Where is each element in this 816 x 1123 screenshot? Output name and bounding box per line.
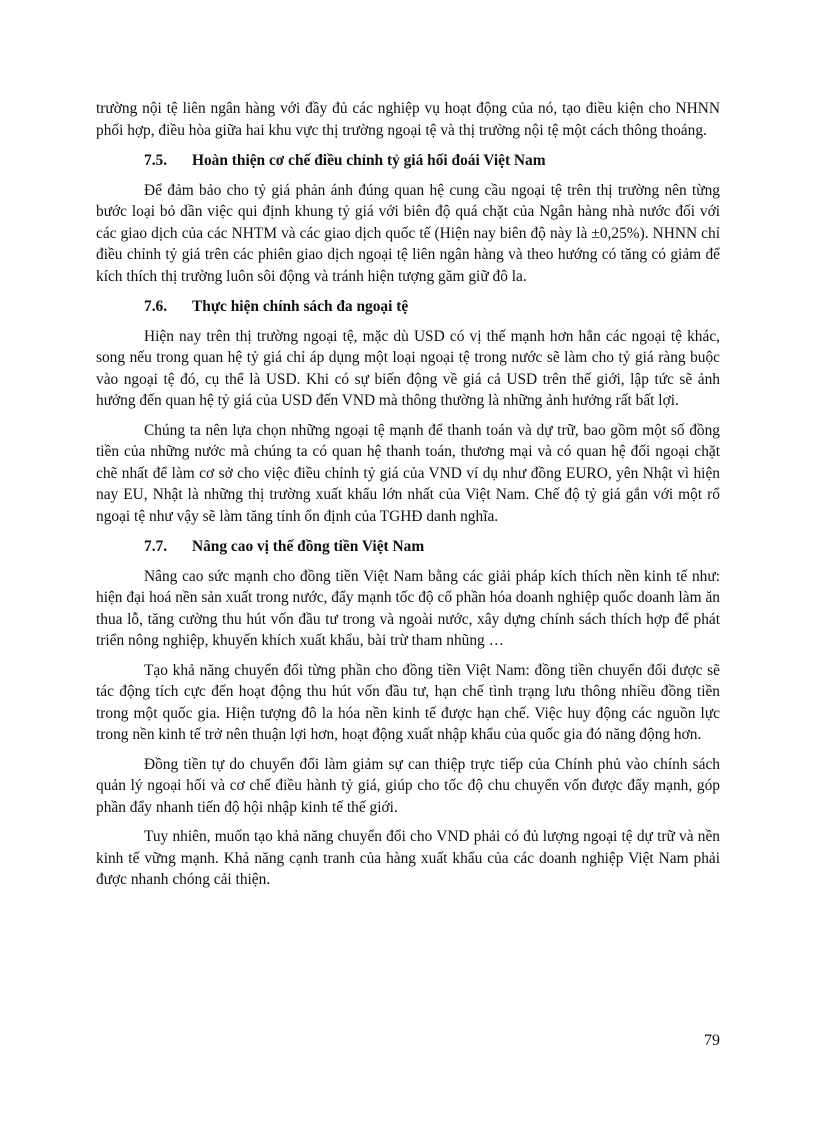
section-number: 7.5. [144, 152, 168, 169]
paragraph: Tạo khả năng chuyển đổi từng phần cho đồng tiền Việt Nam: đồng tiền chuyển đổi được sẽ tác động tích cực đến hoạt động thu hút vốn đầu tư, hạn chế tình trạng lưu thông nhiều đồng tiền trong một quốc gia. Hiện tượng đô la hóa nền kinh tế được hạn chế. Việc huy động các nguồn lực trong nền kinh tế trở nên thuận lợi hơn, hoạt động xuất nhập khẩu của quốc gia đó năng động hơn. [96, 661, 720, 743]
section-number: 7.6. [144, 298, 168, 315]
section-title: Hoàn thiện cơ chế điều chỉnh tỷ giá hối đoái Việt Nam [192, 152, 546, 169]
section-heading-7-7 [96, 536, 720, 558]
paragraph: Hiện nay trên thị trường ngoại tệ, mặc dù USD có vị thế mạnh hơn hẳn các ngoại tệ khác, song nếu trong quan hệ tỷ giá chỉ áp dụng một loại ngoại tệ trong nước sẽ làm cho tỷ giá ràng buộc vào ngoại tệ đó, cụ thể là USD. Khi có sự biến động về giá cả USD trên thế giới, lập tức sẽ ảnh hưởng đến quan hệ tỷ giá của USD đến VND mà thông thường là những ảnh hưởng rất bất lợi. [96, 327, 720, 409]
paragraph: Để đảm bảo cho tỷ giá phản ánh đúng quan hệ cung cầu ngoại tệ trên thị trường nên từng bước loại bỏ dần việc qui định khung tỷ giá với biên độ quá chặt của Ngân hàng nhà nước đối với các giao dịch của các NHTM và các giao dịch quốc tế (Hiện nay biên độ này là ±0,25%). NHNN chỉ điều chỉnh tỷ giá trên các phiên giao dịch ngoại tệ liên ngân hàng và theo hướng có tăng có giảm để kích thích thị trường luôn sôi động và tránh hiện tượng găm giữ đô la. [96, 181, 720, 285]
paragraph-continuation: trường nội tệ liên ngân hàng với đầy đủ các nghiệp vụ hoạt động của nó, tạo điều kiện cho NHNN phối hợp, điều hòa giữa hai khu vực thị trường ngoại tệ và thị trường nội tệ một cách thông thoáng. [96, 100, 720, 139]
paragraph: Đồng tiền tự do chuyển đổi làm giảm sự can thiệp trực tiếp của Chính phủ vào chính sách quản lý ngoại hối và cơ chế điều hành tỷ giá, giúp cho tốc độ chu chuyển vốn được đẩy mạnh, góp phần đẩy nhanh tiến độ hội nhập kinh tế thế giới. [96, 755, 720, 816]
section-title: Nâng cao vị thế đồng tiền Việt Nam [192, 538, 425, 555]
section-number: 7.7. [144, 538, 168, 555]
paragraph: Nâng cao sức mạnh cho đồng tiền Việt Nam bằng các giải pháp kích thích nền kinh tế như: hiện đại hoá nền sản xuất trong nước, đẩy mạnh tốc độ cổ phần hóa doanh nghiệp quốc doanh làm ăn thua lỗ, tăng cường thu hút vốn đầu tư trong và ngoài nước, xây dựng chính sách thích hợp để phát triển nông nghiệp, khuyến khích xuất khẩu, bài trừ tham nhũng … [96, 567, 720, 649]
section-heading-7-6 [96, 296, 720, 318]
paragraph: Chúng ta nên lựa chọn những ngoại tệ mạnh để thanh toán và dự trữ, bao gồm một số đồng tiền của những nước mà chúng ta có quan hệ thanh toán, thương mại và có quan hệ đối ngoại chặt chẽ nhất để làm cơ sở cho việc điều chỉnh tỷ giá của VND ví dụ như đồng EURO, yên Nhật vì hiện nay EU, Nhật là những thị trường xuất khẩu lớn nhất của Việt Nam. Chế độ tỷ giá gắn với một rổ ngoại tệ như vậy sẽ làm tăng tính ổn định của TGHĐ danh nghĩa. [96, 421, 720, 525]
document-page [96, 98, 720, 891]
page-number: 79 [704, 1032, 720, 1049]
section-heading-7-5 [96, 150, 720, 172]
section-title: Thực hiện chính sách đa ngoại tệ [192, 298, 409, 315]
paragraph: Tuy nhiên, muốn tạo khả năng chuyển đổi cho VND phải có đủ lượng ngoại tệ dự trữ và nền kinh tế vững mạnh. Khả năng cạnh tranh của hàng xuất khẩu của các doanh nghiệp Việt Nam phải được nhanh chóng cải thiện. [96, 828, 720, 888]
